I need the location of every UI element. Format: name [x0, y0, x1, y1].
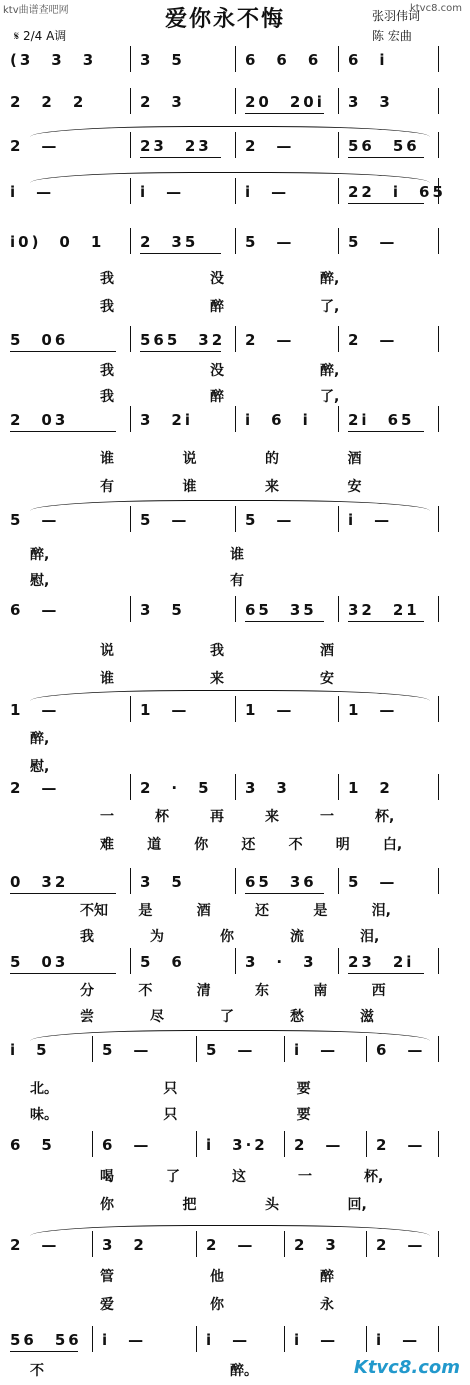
lyric-word: 杯, — [364, 1169, 384, 1185]
measure-notes: i — — [294, 1331, 339, 1349]
score-line — [0, 136, 470, 160]
lyric-word: 说 — [182, 451, 197, 467]
lyric-word: 谁 — [100, 671, 114, 687]
measure-notes: 2 — — [206, 1236, 256, 1254]
lyric-word: 杯 — [155, 809, 169, 825]
score-line — [0, 232, 470, 256]
measure-notes: 5 — — [10, 511, 60, 529]
lyric-word: 醉 — [210, 299, 224, 315]
lyric-word: 谁 — [100, 451, 114, 467]
measure-notes: i — — [376, 1331, 421, 1349]
score-line — [0, 1235, 470, 1259]
barline — [235, 228, 236, 254]
barline — [438, 696, 439, 722]
lyric-word: 了, — [320, 389, 340, 405]
measure-notes: i0) 0 1 — [10, 233, 105, 251]
measure-notes: 2 — — [348, 331, 398, 349]
barline — [338, 46, 339, 72]
measure-notes: 5 — — [102, 1041, 152, 1059]
lyric-word: 西 — [371, 983, 386, 999]
barline — [438, 406, 439, 432]
measure-notes: 2 — — [10, 137, 60, 155]
measure-notes: i 6 i — [245, 411, 311, 429]
barline — [438, 132, 439, 158]
lyric-word: 我 — [210, 643, 224, 659]
measure-notes: 23 2i — [348, 953, 415, 971]
barline — [438, 506, 439, 532]
lyric-word: 道 — [147, 837, 162, 853]
time-key-signature: 𝄋 2/4 A调 — [14, 29, 67, 43]
barline — [338, 228, 339, 254]
barline — [338, 774, 339, 800]
lyric-word: 北。 — [30, 1081, 58, 1097]
lyric-word: 谁 — [182, 479, 197, 495]
barline — [366, 1131, 367, 1157]
measure-notes: i — — [140, 183, 185, 201]
lyric-word: 醉 — [210, 389, 224, 405]
barline — [235, 948, 236, 974]
barline — [438, 948, 439, 974]
beam-underline — [348, 157, 424, 158]
beam-underline — [348, 621, 424, 622]
barline — [130, 228, 131, 254]
measure-notes: 6 5 — [10, 1136, 55, 1154]
barline — [196, 1326, 197, 1352]
barline — [338, 326, 339, 352]
barline — [235, 88, 236, 114]
measure-notes: 2 35 — [140, 233, 199, 251]
measure-notes: 2 — — [10, 779, 60, 797]
measure-notes: 1 — — [140, 701, 190, 719]
score-line — [0, 700, 470, 724]
measure-notes: 2 — — [10, 1236, 60, 1254]
lyric-word: 了 — [166, 1169, 180, 1185]
measure-notes: 5 03 — [10, 953, 69, 971]
measure-notes: 1 — — [348, 701, 398, 719]
measure-notes: i 5 — [10, 1041, 50, 1059]
barline — [438, 326, 439, 352]
lyric-word: 永 — [320, 1297, 334, 1313]
barline — [338, 406, 339, 432]
measure-notes: 5 — — [348, 233, 398, 251]
barline — [130, 406, 131, 432]
barline — [130, 774, 131, 800]
measure-notes: i — — [245, 183, 290, 201]
beam-underline — [10, 893, 116, 894]
lyric-word: 是 — [138, 903, 153, 919]
barline — [92, 1131, 93, 1157]
lyric-word: 东 — [255, 983, 269, 999]
lyric-word: 谁 — [230, 547, 244, 563]
beam-underline — [245, 893, 324, 894]
composer-credit: 陈 宏曲 — [372, 29, 412, 43]
measure-notes: 2 — — [376, 1236, 426, 1254]
barline — [235, 326, 236, 352]
measure-notes: 5 — — [245, 233, 295, 251]
score-line — [0, 872, 470, 896]
lyric-word: 慰, — [30, 759, 50, 775]
measure-notes: 565 32 — [140, 331, 226, 349]
lyric-word: 了 — [220, 1009, 234, 1025]
measure-notes: i — — [206, 1331, 251, 1349]
lyric-word: 分 — [80, 983, 94, 999]
barline — [338, 868, 339, 894]
lyric-word: 这 — [232, 1169, 246, 1185]
watermark-top-right: ktvc8.com — [409, 3, 462, 14]
measure-notes: 2 2 2 — [10, 93, 87, 111]
measure-notes: 3 5 — [140, 51, 185, 69]
lyric-word: 管 — [100, 1269, 114, 1285]
measure-notes: 2 3 — [294, 1236, 339, 1254]
measure-notes: 2 — — [376, 1136, 426, 1154]
watermark-top-left: ktv曲谱查吧网 — [3, 5, 69, 16]
measure-notes: 20 20i — [245, 93, 325, 111]
lyric-word: 醉, — [30, 547, 50, 563]
measure-notes: 3 2 — [102, 1236, 147, 1254]
lyric-word: 头 — [265, 1197, 279, 1213]
barline — [235, 46, 236, 72]
measure-notes: 2 3 — [140, 93, 185, 111]
measure-notes: 2 — — [245, 331, 295, 349]
lyric-word: 不 — [30, 1363, 44, 1379]
beam-underline — [140, 253, 221, 254]
beam-underline — [10, 1351, 78, 1352]
lyric-word: 尽 — [150, 1009, 164, 1025]
measure-notes: 56 56 — [10, 1331, 82, 1349]
barline — [438, 1131, 439, 1157]
barline — [338, 948, 339, 974]
barline — [130, 326, 131, 352]
lyric-word: 的 — [265, 451, 279, 467]
score-line — [0, 182, 470, 206]
lyric-word: 安 — [347, 479, 362, 495]
lyric-word: 我 — [100, 299, 114, 315]
barline — [235, 774, 236, 800]
lyric-word: 醉 — [320, 1269, 334, 1285]
barline — [438, 868, 439, 894]
barline — [438, 596, 439, 622]
barline — [366, 1326, 367, 1352]
lyric-word: 流 — [290, 929, 304, 945]
measure-notes: 3 3 — [245, 779, 290, 797]
lyric-word: 一 — [320, 809, 334, 825]
long-slur — [30, 690, 430, 701]
lyric-word: 只 — [163, 1107, 178, 1123]
measure-notes: 5 — — [140, 511, 190, 529]
measure-notes: 6 6 6 — [245, 51, 322, 69]
lyric-word: 再 — [210, 809, 224, 825]
lyric-word: 泪, — [371, 903, 391, 919]
long-slur — [30, 1225, 430, 1236]
barline — [438, 1036, 439, 1062]
beam-underline — [245, 113, 324, 114]
lyric-word: 泪, — [360, 929, 380, 945]
measure-notes: 0 32 — [10, 873, 69, 891]
measure-notes: 1 2 — [348, 779, 393, 797]
measure-notes: 3 · 3 — [245, 953, 317, 971]
measure-notes: 2 — — [245, 137, 295, 155]
measure-notes: 65 35 — [245, 601, 317, 619]
lyric-word: 你 — [220, 929, 234, 945]
barline — [438, 88, 439, 114]
site-logo: Ktvc8.com — [353, 1357, 460, 1378]
lyric-word: 味。 — [30, 1107, 58, 1123]
score-line — [0, 92, 470, 116]
barline — [438, 1326, 439, 1352]
barline — [338, 88, 339, 114]
lyric-word: 醉, — [30, 731, 50, 747]
lyric-word: 一 — [298, 1169, 312, 1185]
lyric-word: 你 — [210, 1297, 224, 1313]
beam-underline — [348, 431, 424, 432]
lyric-word: 醉。 — [230, 1363, 258, 1379]
lyric-word: 愁 — [290, 1009, 304, 1025]
barline — [130, 596, 131, 622]
barline — [130, 88, 131, 114]
lyric-word: 爱 — [100, 1297, 114, 1313]
measure-notes: 3 2i — [140, 411, 194, 429]
lyric-word: 你 — [194, 837, 209, 853]
score-line — [0, 600, 470, 624]
lyric-word: 难 — [100, 837, 114, 853]
lyric-word: 我 — [100, 271, 114, 287]
measure-notes: 5 — — [206, 1041, 256, 1059]
lyric-word: 明 — [335, 837, 350, 853]
measure-notes: 2i 65 — [348, 411, 415, 429]
barline — [235, 596, 236, 622]
lyric-word: 我 — [100, 363, 114, 379]
lyric-word: 还 — [255, 903, 269, 919]
measure-notes: 3 5 — [140, 601, 185, 619]
lyric-word: 酒 — [320, 643, 334, 659]
long-slur — [30, 1030, 430, 1041]
lyric-word: 醉, — [320, 271, 340, 287]
measure-notes: i — — [10, 183, 55, 201]
barline — [284, 1326, 285, 1352]
lyric-word: 要 — [296, 1081, 311, 1097]
lyric-word: 不 — [288, 837, 303, 853]
beam-underline — [10, 431, 116, 432]
lyric-word: 把 — [182, 1197, 197, 1213]
barline — [338, 596, 339, 622]
beam-underline — [245, 621, 324, 622]
score-line — [0, 1135, 470, 1159]
lyric-word: 清 — [196, 983, 211, 999]
beam-underline — [10, 973, 116, 974]
score-line — [0, 778, 470, 802]
lyric-word: 没 — [210, 271, 224, 287]
lyric-word: 酒 — [347, 451, 362, 467]
measure-notes: 2 03 — [10, 411, 69, 429]
score-line — [0, 510, 470, 534]
measure-notes: 2 — — [294, 1136, 344, 1154]
lyricist-credit: 张羽伟词 — [372, 9, 421, 23]
lyric-word: 有 — [230, 573, 244, 589]
lyric-word: 要 — [296, 1107, 311, 1123]
lyric-word: 喝 — [100, 1169, 114, 1185]
score-line — [0, 50, 470, 74]
barline — [235, 406, 236, 432]
lyric-word: 不 — [138, 983, 153, 999]
lyric-word: 来 — [265, 809, 279, 825]
lyric-word: 慰, — [30, 573, 50, 589]
lyric-word: 白, — [382, 837, 403, 853]
measure-notes: 6 — — [376, 1041, 426, 1059]
measure-notes: i — — [102, 1331, 147, 1349]
lyric-word: 有 — [100, 479, 114, 495]
barline — [130, 868, 131, 894]
measure-notes: 3 5 — [140, 873, 185, 891]
measure-notes: 6 — — [10, 601, 60, 619]
lyric-word: 他 — [210, 1269, 224, 1285]
barline — [130, 948, 131, 974]
lyric-word: 来 — [265, 479, 279, 495]
measure-notes: 5 — — [348, 873, 398, 891]
barline — [438, 1231, 439, 1257]
barline — [196, 1131, 197, 1157]
barline — [438, 46, 439, 72]
measure-notes: i 3·2 — [206, 1136, 268, 1154]
barline — [438, 178, 439, 204]
lyric-word: 只 — [163, 1081, 178, 1097]
measure-notes: 2 · 5 — [140, 779, 212, 797]
measure-notes: 23 23 — [140, 137, 212, 155]
measure-notes: 1 — — [245, 701, 295, 719]
measure-notes: 56 56 — [348, 137, 420, 155]
measure-notes: 3 3 — [348, 93, 393, 111]
lyric-word: 安 — [320, 671, 334, 687]
measure-notes: 6 — — [102, 1136, 152, 1154]
lyric-word: 是 — [313, 903, 328, 919]
measure-notes: 5 06 — [10, 331, 69, 349]
lyric-word: 我 — [100, 389, 114, 405]
beam-underline — [348, 973, 424, 974]
lyric-word: 了, — [320, 299, 340, 315]
long-slur — [30, 126, 430, 137]
long-slur — [30, 500, 430, 511]
barline — [284, 1131, 285, 1157]
lyric-word: 来 — [210, 671, 224, 687]
beam-underline — [140, 351, 221, 352]
barline — [438, 774, 439, 800]
beam-underline — [140, 157, 221, 158]
lyric-word: 没 — [210, 363, 224, 379]
measure-notes: 22 i 65 — [348, 183, 446, 201]
barline — [130, 46, 131, 72]
lyric-word: 一 — [100, 809, 114, 825]
lyric-word: 滋 — [360, 1009, 374, 1025]
measure-notes: i — — [348, 511, 393, 529]
lyric-word: 说 — [100, 643, 114, 659]
score-line — [0, 330, 470, 354]
barline — [235, 868, 236, 894]
lyric-word: 回, — [347, 1197, 367, 1213]
lyric-word: 南 — [313, 983, 328, 999]
barline — [92, 1326, 93, 1352]
score-line — [0, 952, 470, 976]
measure-notes: 1 — — [10, 701, 60, 719]
barline — [438, 228, 439, 254]
measure-notes: 32 21 — [348, 601, 420, 619]
score-line — [0, 410, 470, 434]
lyric-word: 不知 — [80, 903, 108, 919]
measure-notes: 6 i — [348, 51, 388, 69]
lyric-word: 你 — [100, 1197, 114, 1213]
lyric-word: 我 — [80, 929, 94, 945]
lyric-word: 为 — [150, 929, 164, 945]
measure-notes: (3 3 3 — [10, 51, 97, 69]
score-line — [0, 1330, 470, 1354]
long-slur — [30, 172, 430, 183]
measure-notes: 5 6 — [140, 953, 185, 971]
measure-notes: i — — [294, 1041, 339, 1059]
lyric-word: 杯, — [375, 809, 395, 825]
lyric-word: 醉, — [320, 363, 340, 379]
beam-underline — [10, 351, 116, 352]
lyric-word: 酒 — [196, 903, 211, 919]
score-line — [0, 1040, 470, 1064]
measure-notes: 65 36 — [245, 873, 317, 891]
song-title: 爱你永不悔 — [165, 6, 286, 32]
lyric-word: 还 — [241, 837, 256, 853]
beam-underline — [348, 203, 424, 204]
measure-notes: 5 — — [245, 511, 295, 529]
lyric-word: 尝 — [80, 1009, 94, 1025]
